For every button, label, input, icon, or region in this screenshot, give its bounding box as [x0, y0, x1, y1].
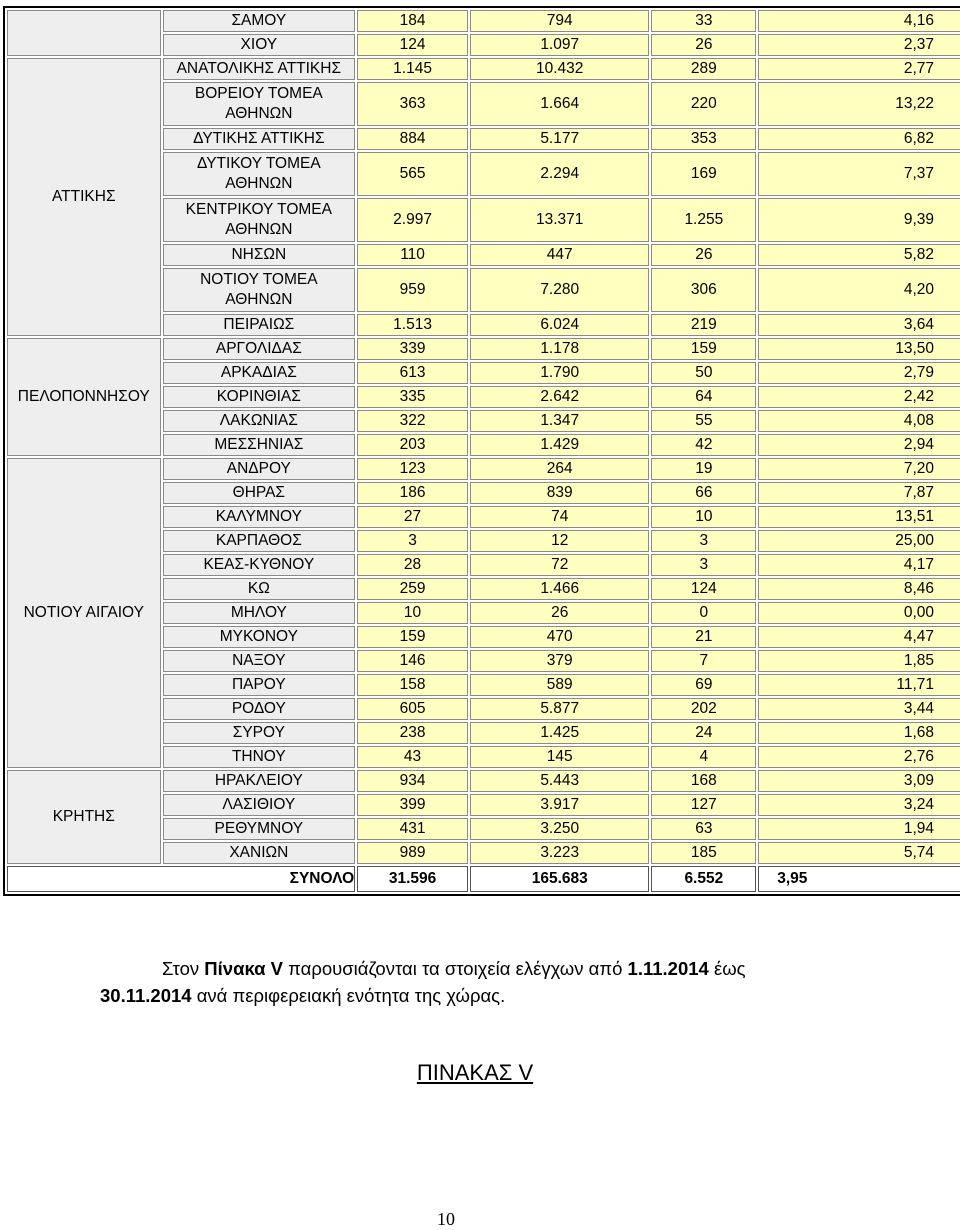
value-cell-2: 2.642: [470, 386, 649, 408]
table-heading: ΠΙΝΑΚΑΣ V: [416, 1060, 534, 1085]
value-cell-2: 145: [470, 746, 649, 768]
value-cell-4: 3,44: [758, 698, 960, 720]
unit-cell: ΤΗΝΟΥ: [163, 746, 356, 768]
value-cell-1: 43: [357, 746, 468, 768]
value-cell-4: 13,51: [758, 506, 960, 528]
value-cell-4: 4,17: [758, 554, 960, 576]
value-cell-3: 26: [651, 34, 756, 56]
unit-cell: ΚΩ: [163, 578, 356, 600]
table-row: [7, 10, 960, 32]
value-cell-1: 335: [357, 386, 468, 408]
unit-cell: ΚΑΡΠΑΘΟΣ: [163, 530, 356, 552]
unit-cell: ΛΑΚΩΝΙΑΣ: [163, 410, 356, 432]
value-cell-1: 1.145: [357, 58, 468, 80]
text-before-bold1: Στον: [162, 958, 205, 979]
value-cell-4: 2,79: [758, 362, 960, 384]
value-cell-1: 605: [357, 698, 468, 720]
value-cell-1: 203: [357, 434, 468, 456]
value-cell-1: 565: [357, 152, 468, 196]
value-cell-3: 4: [651, 746, 756, 768]
value-cell-2: 794: [470, 10, 649, 32]
value-cell-3: 10: [651, 506, 756, 528]
value-cell-2: 839: [470, 482, 649, 504]
value-cell-4: 5,82: [758, 244, 960, 266]
page-number: 10: [437, 1209, 455, 1229]
value-cell-4: 2,94: [758, 434, 960, 456]
value-cell-1: 110: [357, 244, 468, 266]
value-cell-4: 3,09: [758, 770, 960, 792]
value-cell-3: 26: [651, 244, 756, 266]
table-row: [7, 458, 960, 480]
value-cell-3: 21: [651, 626, 756, 648]
value-cell-2: 13.371: [470, 198, 649, 242]
unit-cell: ΚΕΝΤΡΙΚΟΥ ΤΟΜΕΑ ΑΘΗΝΩΝ: [163, 198, 356, 242]
total-value-4: 3,95: [758, 866, 960, 892]
value-cell-2: 12: [470, 530, 649, 552]
value-cell-4: 6,82: [758, 128, 960, 150]
value-cell-4: 3,24: [758, 794, 960, 816]
value-cell-2: 1.178: [470, 338, 649, 360]
value-cell-3: 24: [651, 722, 756, 744]
value-cell-2: 6.024: [470, 314, 649, 336]
value-cell-3: 168: [651, 770, 756, 792]
value-cell-4: 9,39: [758, 198, 960, 242]
unit-cell: ΡΕΘΥΜΝΟΥ: [163, 818, 356, 840]
value-cell-2: 1.097: [470, 34, 649, 56]
total-value-1: 31.596: [357, 866, 468, 892]
table-row: [7, 338, 960, 360]
value-cell-4: 4,08: [758, 410, 960, 432]
value-cell-2: 2.294: [470, 152, 649, 196]
value-cell-1: 28: [357, 554, 468, 576]
value-cell-4: 1,68: [758, 722, 960, 744]
value-cell-4: 13,50: [758, 338, 960, 360]
unit-cell: ΜΥΚΟΝΟΥ: [163, 626, 356, 648]
value-cell-3: 50: [651, 362, 756, 384]
value-cell-4: 1,94: [758, 818, 960, 840]
total-row: [7, 866, 960, 892]
unit-cell: ΝΑΞΟΥ: [163, 650, 356, 672]
value-cell-2: 1.347: [470, 410, 649, 432]
value-cell-4: 8,46: [758, 578, 960, 600]
value-cell-2: 10.432: [470, 58, 649, 80]
table-body: [7, 10, 960, 892]
value-cell-3: 1.255: [651, 198, 756, 242]
value-cell-3: 55: [651, 410, 756, 432]
value-cell-2: 470: [470, 626, 649, 648]
unit-cell: ΜΕΣΣΗΝΙΑΣ: [163, 434, 356, 456]
value-cell-3: 220: [651, 82, 756, 126]
value-cell-2: 26: [470, 602, 649, 624]
value-cell-2: 379: [470, 650, 649, 672]
unit-cell: ΣΑΜΟΥ: [163, 10, 356, 32]
value-cell-1: 146: [357, 650, 468, 672]
unit-cell: ΔΥΤΙΚΗΣ ΑΤΤΙΚΗΣ: [163, 128, 356, 150]
value-cell-3: 64: [651, 386, 756, 408]
region-cell: ΚΡΗΤΗΣ: [7, 770, 161, 864]
value-cell-1: 2.997: [357, 198, 468, 242]
unit-cell: ΘΗΡΑΣ: [163, 482, 356, 504]
value-cell-1: 10: [357, 602, 468, 624]
value-cell-3: 19: [651, 458, 756, 480]
value-cell-4: 2,42: [758, 386, 960, 408]
value-cell-2: 589: [470, 674, 649, 696]
value-cell-1: 339: [357, 338, 468, 360]
value-cell-1: 124: [357, 34, 468, 56]
unit-cell: ΝΟΤΙΟΥ ΤΟΜΕΑ ΑΘΗΝΩΝ: [163, 268, 356, 312]
value-cell-3: 42: [651, 434, 756, 456]
value-cell-1: 322: [357, 410, 468, 432]
value-cell-4: 3,64: [758, 314, 960, 336]
unit-cell: ΝΗΣΩΝ: [163, 244, 356, 266]
value-cell-1: 238: [357, 722, 468, 744]
value-cell-4: 1,85: [758, 650, 960, 672]
value-cell-3: 289: [651, 58, 756, 80]
description-paragraph: [100, 955, 860, 1009]
value-cell-1: 884: [357, 128, 468, 150]
value-cell-2: 264: [470, 458, 649, 480]
value-cell-2: 1.664: [470, 82, 649, 126]
value-cell-4: 7,37: [758, 152, 960, 196]
value-cell-4: 4,16: [758, 10, 960, 32]
value-cell-1: 363: [357, 82, 468, 126]
unit-cell: ΑΡΚΑΔΙΑΣ: [163, 362, 356, 384]
value-cell-3: 127: [651, 794, 756, 816]
value-cell-1: 158: [357, 674, 468, 696]
value-cell-3: 306: [651, 268, 756, 312]
value-cell-1: 27: [357, 506, 468, 528]
total-label: ΣΥΝΟΛΟ: [7, 866, 355, 892]
paragraph-line-1: [100, 955, 860, 982]
value-cell-4: 7,20: [758, 458, 960, 480]
value-cell-4: 2,37: [758, 34, 960, 56]
value-cell-1: 159: [357, 626, 468, 648]
value-cell-1: 186: [357, 482, 468, 504]
unit-cell: ΠΑΡΟΥ: [163, 674, 356, 696]
end-date: 30.11.2014: [100, 985, 192, 1006]
value-cell-3: 7: [651, 650, 756, 672]
unit-cell: ΑΡΓΟΛΙΔΑΣ: [163, 338, 356, 360]
value-cell-3: 353: [651, 128, 756, 150]
unit-cell: ΔΥΤΙΚΟΥ ΤΟΜΕΑ ΑΘΗΝΩΝ: [163, 152, 356, 196]
unit-cell: ΚΑΛΥΜΝΟΥ: [163, 506, 356, 528]
value-cell-4: 5,74: [758, 842, 960, 864]
value-cell-1: 959: [357, 268, 468, 312]
value-cell-2: 1.425: [470, 722, 649, 744]
value-cell-2: 74: [470, 506, 649, 528]
value-cell-1: 613: [357, 362, 468, 384]
value-cell-1: 934: [357, 770, 468, 792]
unit-cell: ΡΟΔΟΥ: [163, 698, 356, 720]
table-row: [7, 770, 960, 792]
unit-cell: ΗΡΑΚΛΕΙΟΥ: [163, 770, 356, 792]
unit-cell: ΚΕΑΣ-ΚΥΘΝΟΥ: [163, 554, 356, 576]
value-cell-1: 259: [357, 578, 468, 600]
value-cell-1: 184: [357, 10, 468, 32]
value-cell-2: 5.877: [470, 698, 649, 720]
region-cell: [7, 10, 161, 56]
value-cell-4: 25,00: [758, 530, 960, 552]
value-cell-1: 431: [357, 818, 468, 840]
value-cell-4: 2,77: [758, 58, 960, 80]
value-cell-2: 3.250: [470, 818, 649, 840]
value-cell-1: 399: [357, 794, 468, 816]
value-cell-3: 63: [651, 818, 756, 840]
value-cell-2: 1.790: [470, 362, 649, 384]
total-value-2: 165.683: [470, 866, 649, 892]
table-row: [7, 58, 960, 80]
region-cell: ΠΕΛΟΠΟΝΝΗΣΟΥ: [7, 338, 161, 456]
value-cell-2: 447: [470, 244, 649, 266]
value-cell-3: 3: [651, 554, 756, 576]
value-cell-3: 219: [651, 314, 756, 336]
region-cell: ΑΤΤΙΚΗΣ: [7, 58, 161, 336]
region-cell: ΝΟΤΙΟΥ ΑΙΓΑΙΟΥ: [7, 458, 161, 768]
value-cell-3: 185: [651, 842, 756, 864]
unit-cell: ΧΙΟΥ: [163, 34, 356, 56]
regional-stats-table: [3, 6, 960, 896]
value-cell-3: 66: [651, 482, 756, 504]
value-cell-2: 1.466: [470, 578, 649, 600]
value-cell-2: 72: [470, 554, 649, 576]
value-cell-1: 123: [357, 458, 468, 480]
value-cell-4: 2,76: [758, 746, 960, 768]
unit-cell: ΣΥΡΟΥ: [163, 722, 356, 744]
value-cell-2: 5.177: [470, 128, 649, 150]
value-cell-1: 3: [357, 530, 468, 552]
unit-cell: ΒΟΡΕΙΟΥ ΤΟΜΕΑ ΑΘΗΝΩΝ: [163, 82, 356, 126]
value-cell-3: 69: [651, 674, 756, 696]
value-cell-4: 11,71: [758, 674, 960, 696]
unit-cell: ΑΝΑΤΟΛΙΚΗΣ ΑΤΤΙΚΗΣ: [163, 58, 356, 80]
value-cell-2: 1.429: [470, 434, 649, 456]
value-cell-4: 7,87: [758, 482, 960, 504]
value-cell-3: 202: [651, 698, 756, 720]
start-date: 1.11.2014: [627, 958, 709, 979]
unit-cell: ΜΗΛΟΥ: [163, 602, 356, 624]
unit-cell: ΧΑΝΙΩΝ: [163, 842, 356, 864]
value-cell-3: 159: [651, 338, 756, 360]
value-cell-2: 7.280: [470, 268, 649, 312]
value-cell-4: 4,47: [758, 626, 960, 648]
text-after-bold2: έως: [708, 958, 746, 979]
value-cell-3: 3: [651, 530, 756, 552]
unit-cell: ΠΕΙΡΑΙΩΣ: [163, 314, 356, 336]
value-cell-2: 3.917: [470, 794, 649, 816]
table-reference: Πίνακα V: [204, 958, 283, 979]
value-cell-3: 33: [651, 10, 756, 32]
unit-cell: ΛΑΣΙΘΙΟΥ: [163, 794, 356, 816]
value-cell-2: 5.443: [470, 770, 649, 792]
value-cell-3: 169: [651, 152, 756, 196]
text-middle: παρουσιάζονται τα στοιχεία ελέγχων από: [283, 958, 628, 979]
unit-cell: ΑΝΔΡΟΥ: [163, 458, 356, 480]
stats-table-container: [3, 6, 960, 896]
text-rest: ανά περιφερειακή ενότητα της χώρας.: [191, 985, 506, 1006]
value-cell-3: 0: [651, 602, 756, 624]
paragraph-line-2: [100, 982, 860, 1009]
value-cell-4: 13,22: [758, 82, 960, 126]
value-cell-3: 124: [651, 578, 756, 600]
unit-cell: ΚΟΡΙΝΘΙΑΣ: [163, 386, 356, 408]
total-value-3: 6.552: [651, 866, 756, 892]
value-cell-1: 1.513: [357, 314, 468, 336]
value-cell-4: 0,00: [758, 602, 960, 624]
value-cell-1: 989: [357, 842, 468, 864]
value-cell-2: 3.223: [470, 842, 649, 864]
value-cell-4: 4,20: [758, 268, 960, 312]
